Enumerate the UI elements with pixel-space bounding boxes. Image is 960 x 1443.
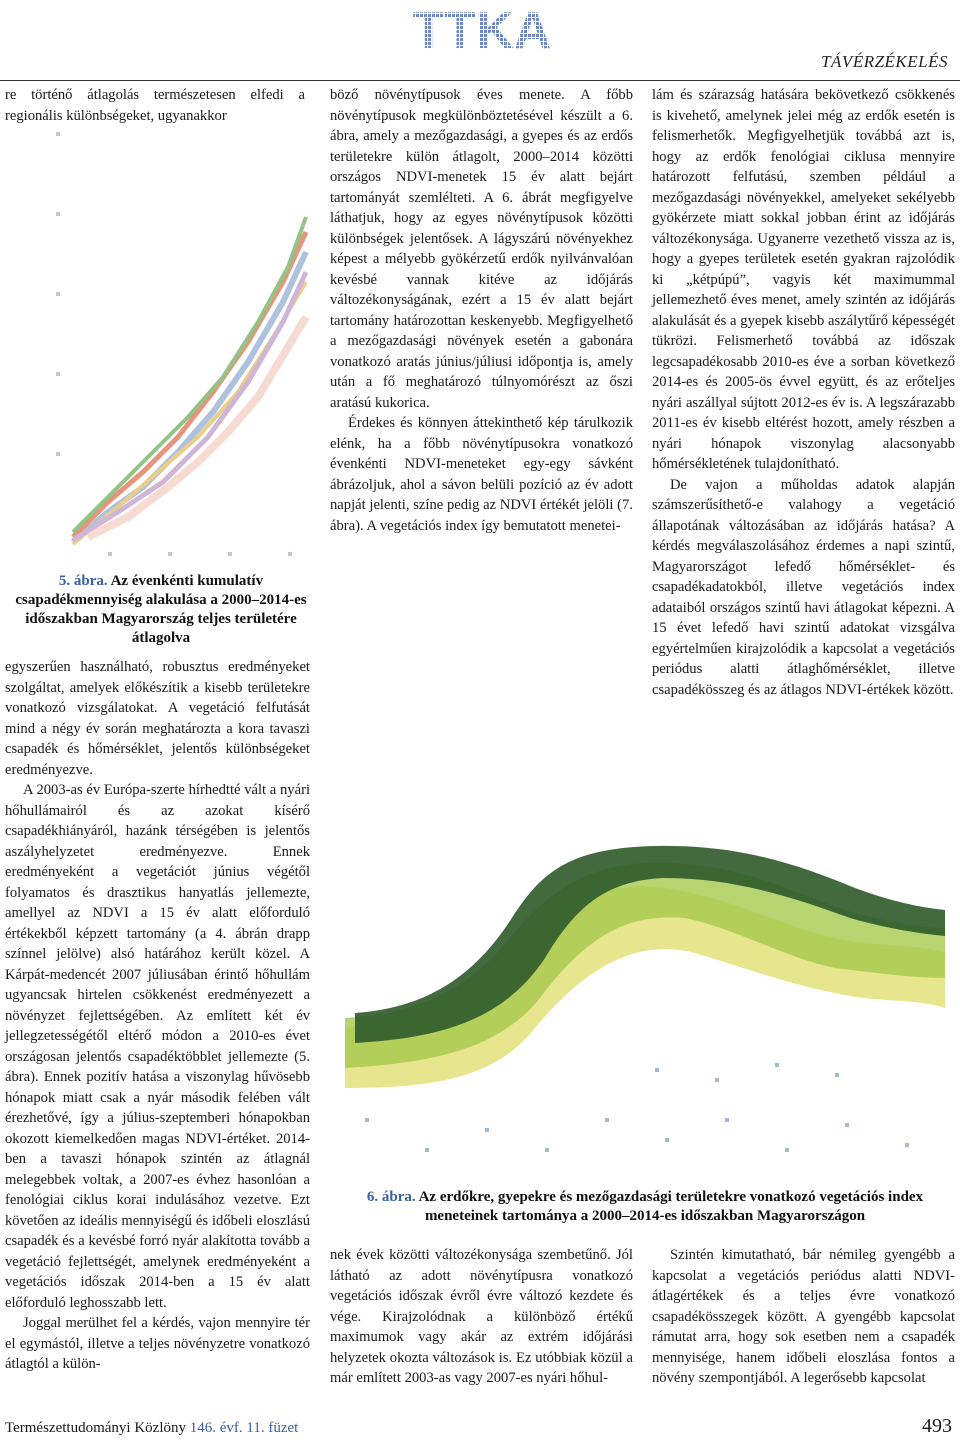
- figure-5-caption: [0, 572, 322, 648]
- figure-6-label: 6. ábra.: [366, 1189, 416, 1205]
- footer-issue: 146. évf. 11. füzet: [189, 1420, 299, 1436]
- column-1-paragraph-2: A 2003-as év Európa-szerte hírhedtté vált a nyári hőhullámairól és az azokat kísérő csapadékhiányáról, hazánk térségében is jelentős aszályhelyzetet eredményezve. Ennek eredményeként a vegetációt június végétől folyamatos és drasztikus hanyatlás jellemezte, amellyel az NDVI a 15 év alatt előforduló értékekből képzett tartomány (a 4. ábrán drapp színnel jelölve) alsó határához került közel. A Kárpát-medencét 2007 júliusában érintő hőhullám ugyancsak hirtelen csökkenést eredményezett a növényzet fejlettségében. Az említett két év jellegzetességétől eltérő módon a 2010-es évet országosan jelentős csapadéktöbblet jellemezte (5. ábra). Ennek pozitív hatása a viszonylag hűvösebb hónapok miatt csak a nyár második felében vált érezhetővé, így a július-szeptemberi hónapokban okozott kiemelkedően magas NDVI-értéket. 2014-ben a tavaszi hónapok szintén az átlagnál melegebbek voltak, a 2007-es évhez hasonlóan a fenológiai ciklus korai indulásához vezetve. Ezt követően az ideális mennyiségű és időbeli eloszlású csapadék és a kevésbé forró nyár alakította tovább a vegetáció fejlettségét, amelynek eredményeként a vegetációs időszak 2014-ben a 15 év alatt előforduló leghosszabb lett.: [5, 782, 310, 1311]
- column-3-paragraph-3: Szintén kimutatható, bár némileg gyengébb a kapcsolat a vegetációs periódus alatti NDVI-átlagértékek és a teljes évre vonatkozó csapadékösszegek között. A gyengébb kapcsolat rámutat arra, hogy sok esetben nem a csapadék mennyisége, hanem időbeli eloszlása fontos a növény szempontjából. A legerősebb kapcsolat: [652, 1247, 955, 1386]
- footer-journal: [5, 1420, 298, 1437]
- header-rule: [0, 80, 960, 81]
- figure-5-label: 5. ábra.: [58, 573, 108, 589]
- section-label: TÁVÉRZÉKELÉS: [821, 52, 948, 71]
- column-1-opening: re történő átlagolás természetesen elfedi a regionális különbségeket, ugyanakkor: [5, 87, 305, 124]
- column-2-bottom: [330, 1245, 633, 1389]
- figure-5-image: [48, 92, 316, 562]
- logo-text: TTKA: [412, 2, 552, 54]
- column-1-paragraph-1: egyszerűen használható, robusztus eredményeket szolgáltat, amelyek előkészítik a kisebb területekre vonatkozó vizsgálatokat. A vegetáció felfutását mind a négy év során meghatározta a kora tavaszi csapadék és hőmérséklet, jelentős különbségeket eredményezve.: [5, 659, 310, 778]
- column-2-top: [330, 85, 633, 536]
- column-2-paragraph-1: böző növénytípusok éves menete. A főbb növénytípusok megkülönböztetésével készült a 6. ábra, amely a mezőgazdasági, a gyepes és az erdős területekre külön átlagolt, 2000–2014 közötti országos NDVI-menetek 15 év alatt bejárt tartományát szemlélteti. A 6. ábrát megfigyelve láthatjuk, hogy az egyes növénytípusok közötti különbségek jelentősek. A lágyszárú növényekhez képest a mélyebb gyökérzetű erdők nyilvánvalóan kevésbé vannak kitéve az időjárás változékonyságának, ezért a 15 év alatt bejárt tartomány határozottan keskenyebb. Megfigyelhető a mezőgazdasági növények esetén a gabonára vonatkozó aratás június/júliusi időpontja is, amely után a fő meghatározó túlnyomórészt az őszi aratású kukorica.: [330, 87, 633, 411]
- column-1-body: [5, 657, 310, 1375]
- column-3-paragraph-2: De vajon a műholdas adatok alapján számszerűsíthető-e valahogy a vegetáció állapotának változásában az időjárás hatása? A kérdés megválaszolásához érdemes a napi szintű, Magyarországot lefedő hőmérséklet- és csapadékadatokból, illetve vegetációs index adataiból országos szintű havi átlagokat képezni. A 15 évet lefedő havi szintű adatokat vizsgálva egyértelműen kirajzolódik a kapcsolat a vegetációs periódus alatti átlaghőmérséklet, illetve csapadékösszeg és az átlagos NDVI-értékek között.: [652, 476, 955, 698]
- journal-logo: [400, 2, 565, 54]
- column-1-top: [5, 85, 305, 126]
- figure-5-caption-text: Az évenkénti kumulatív csapadékmennyiség alakulása a 2000–2014-es időszakban Magyarország teljes területére átlagolva: [15, 573, 307, 646]
- column-2-paragraph-2: Érdekes és könnyen áttekinthető kép tárulkozik elénk, ha a főbb növénytípusokra vonatkozó évenkénti NDVI-meneteket egy-egy sávként ábrázoljuk, ahol a sávon belüli pozíció az év adott napját jelenti, színe pedig az NDVI értékét jelöli (7. ábra). A vegetációs index így bemutatott menetei-: [330, 415, 633, 534]
- figure-6-image: [335, 818, 955, 1178]
- figure-6-caption-text: Az erdőkre, gyepekre és mezőgazdasági területekre vonatkozó vegetációs index meneteinek tartománya a 2000–2014-es időszakban Magyarországon: [418, 1189, 924, 1224]
- column-3-bottom: [652, 1245, 955, 1389]
- column-2-paragraph-3: nek évek közötti változékonysága szembetűnő. Jól látható az adott növénytípusra vonatkozó vegetációs időszak évről évre változó kezdete és vége. Kirajzolódnak a különböző értékű maximumok vagy akár az extrém időjárási helyzetek okozta változások is. Ez utóbbiak közül a már említett 2003-as vagy 2007-es nyári hőhul-: [330, 1247, 633, 1386]
- figure-6-caption: [335, 1188, 955, 1226]
- column-3-top: [652, 85, 955, 700]
- footer-journal-name: Természettudományi Közlöny: [5, 1420, 186, 1436]
- page-number: 493: [922, 1415, 952, 1437]
- column-3-paragraph-1: lám és szárazság hatására bekövetkező csökkenés is kivehető, amelynek jelei még az erdők esetén is felismerhetők. Megfigyelhetjük továbbá azt is, hogy az erdők fenológiai ciklusa mennyire határozott felfutású, szemben például a mezőgazdasági növényekkel, amelyeket sekélyebb gyökérzete miatt sokkal jobban érint az időjárás változékonysága. Ugyanerre vezethető vissza az is, hogy a gyepes területek esetén gyakran rajzolódik ki „kétpúpú”, vagyis két maximummal jellemezhető éves menet, amely szintén az időjárás alakulását és a gyepek kisebb aszálytűrő képességét tükrözi. Felismerhető továbbá az időszak legcsapadékosabb 2010-es éve a sorban következő 2014-es és 2005-ös évvel együtt, és az erőteljes nyári aszállyal sújtott 2012-es év is. A legszárazabb 2011-es év kisebb eltérést hozott, amely részben a nyári hónapok viszonylag alacsonyabb hőmérsékletének tulajdonítható.: [652, 87, 955, 472]
- column-1-paragraph-3: Joggal merülhet fel a kérdés, vajon mennyire tér el egymástól, illetve a teljes növényzetre vonatkozó átlagtól a külön-: [5, 1315, 310, 1372]
